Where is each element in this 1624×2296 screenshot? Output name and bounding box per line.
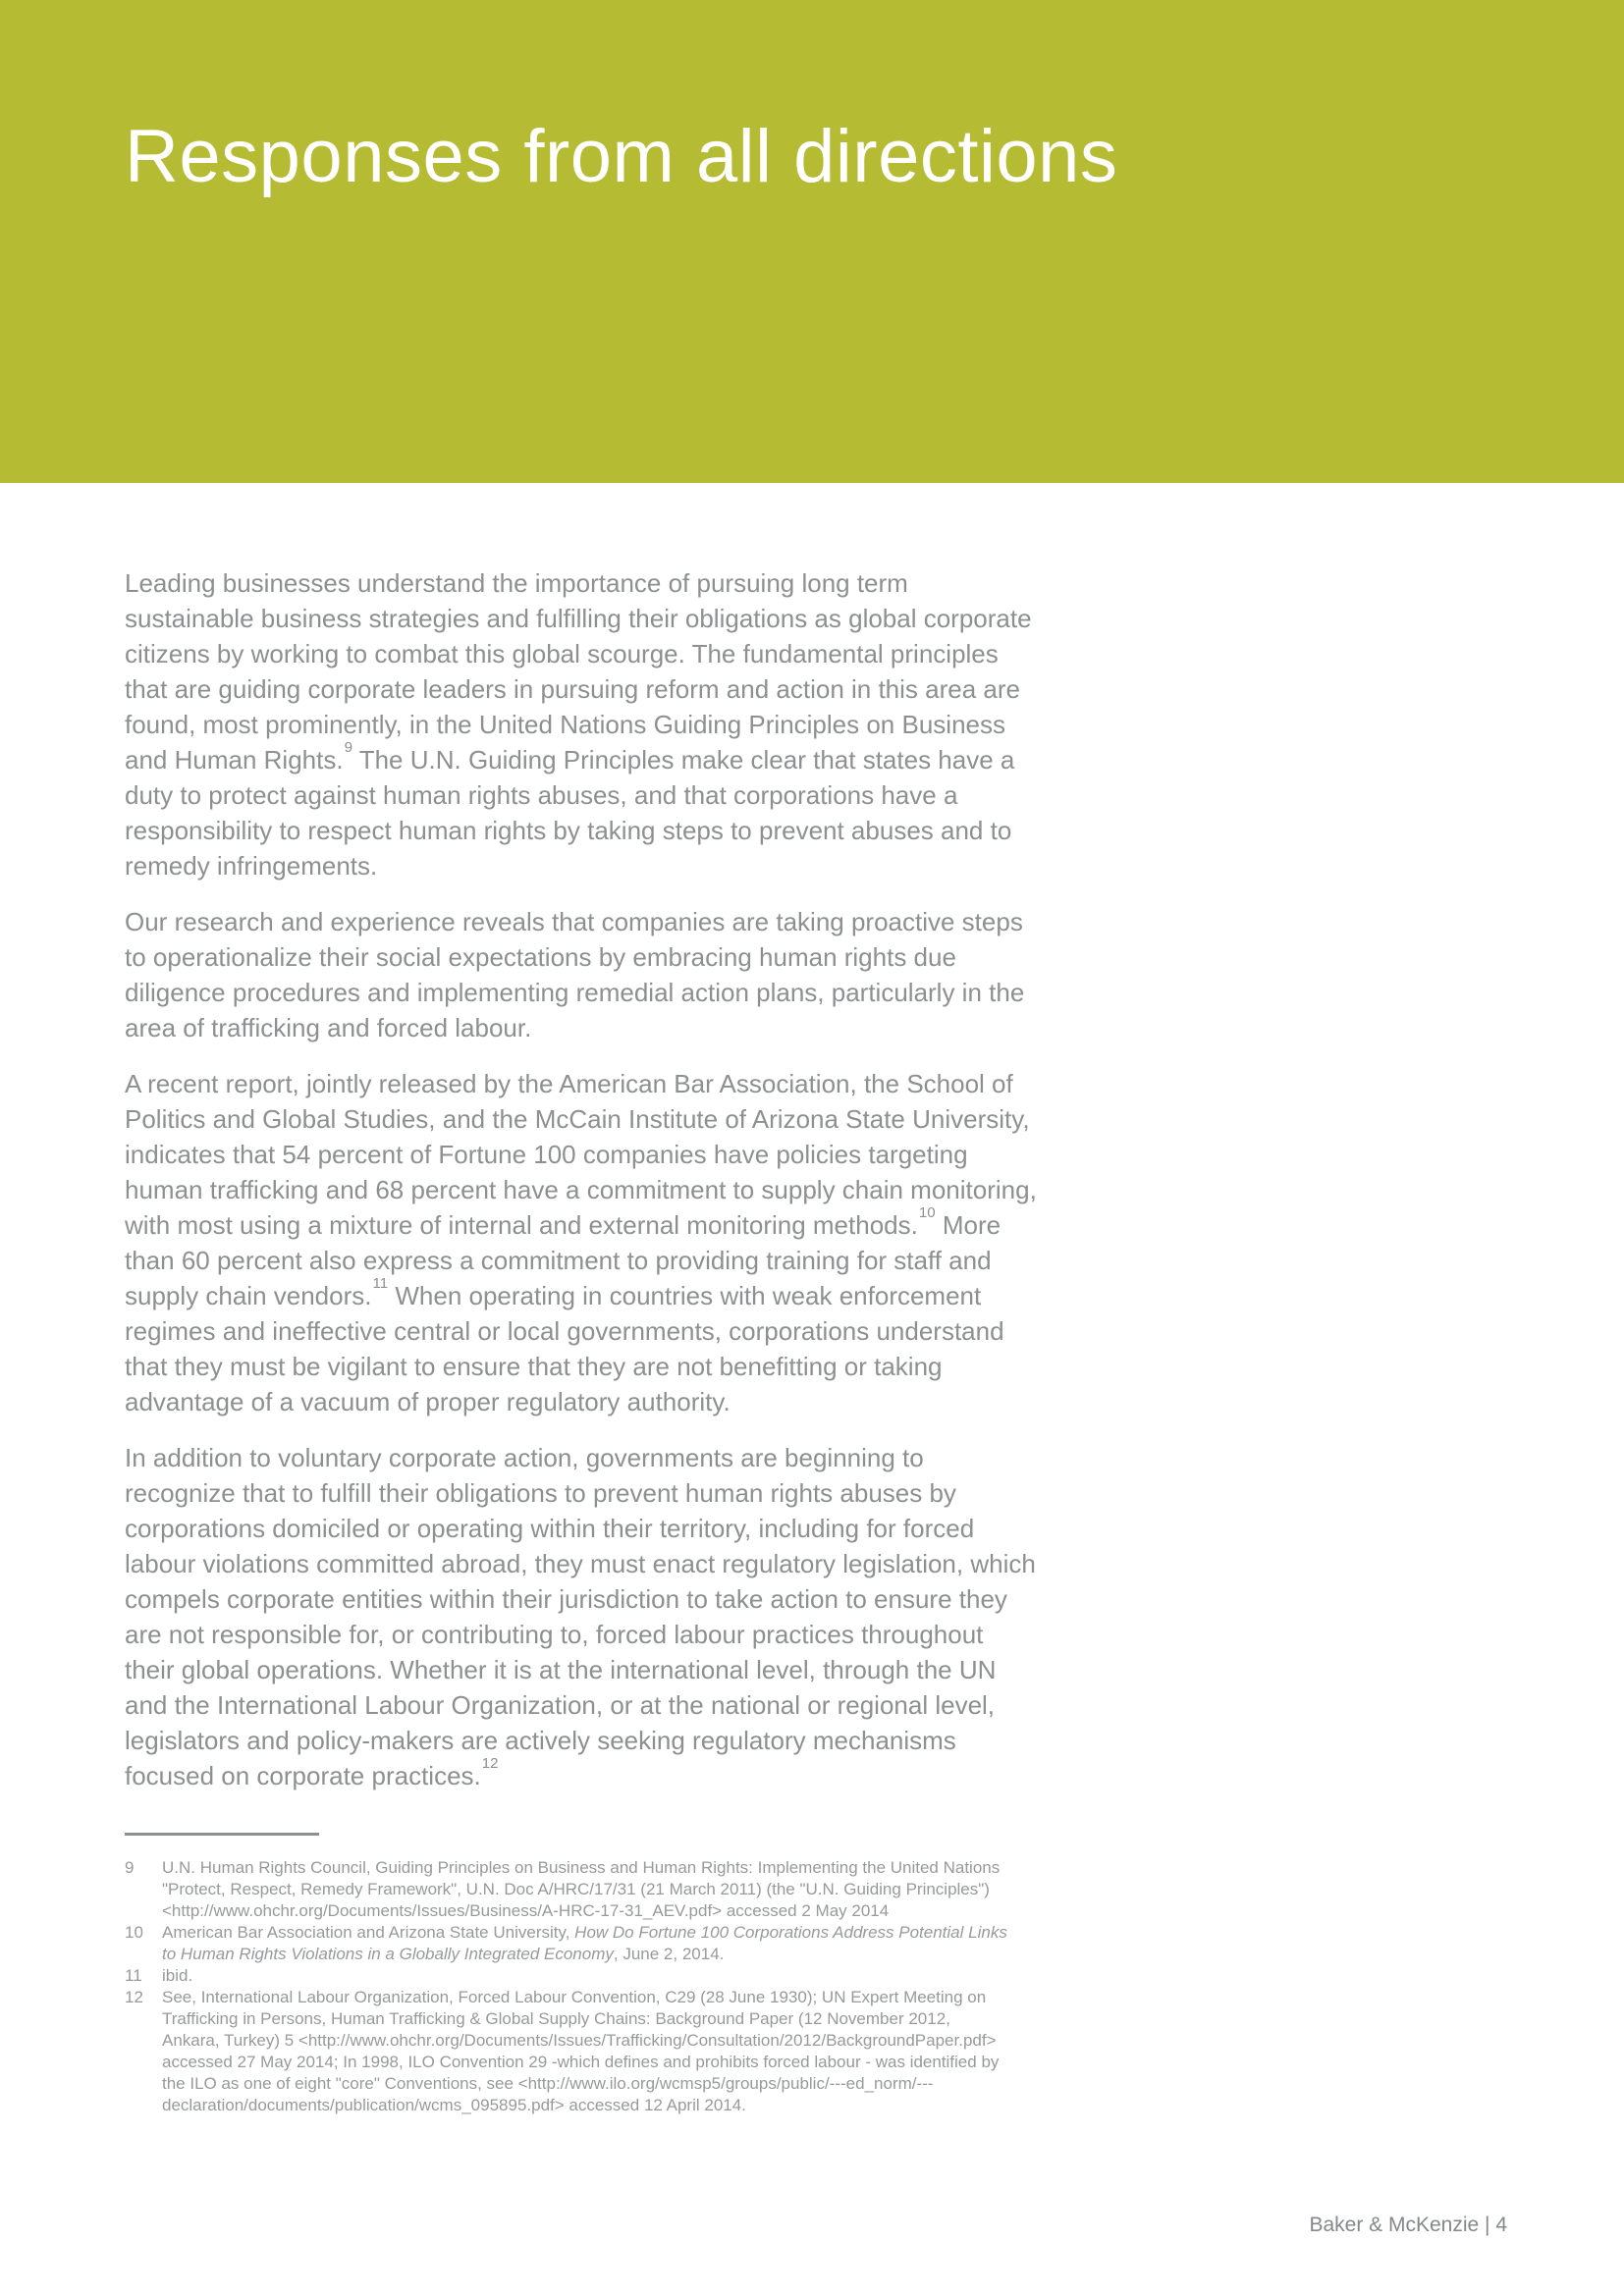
- body-paragraph: Our research and experience reveals that companies are taking proactive steps to operationalize their social expectations by embracing human rights due diligence procedures and implementing remedial action plans, particularly in the area of trafficking and forced labour.: [125, 907, 1025, 1042]
- body-paragraphs: [125, 565, 1038, 1793]
- body-paragraph: A recent report, jointly released by the American Bar Association, the School of Politics and Global Studies, and the McCain Institute of Arizona State University, indicates that 54 percent of Fortune 100 companies have policies targeting human trafficking and 68 percent have a commitment to supply chain monitoring, with most using a mixture of internal and external monitoring methods.$^{10}$ More than 60 percent also express a commitment to providing training for staff and supply chain vendors.$^{11}$ When operating in countries with weak enforcement regimes and ineffective central or local governments, corporations understand that they must be vigilant to ensure that they are not benefitting or taking advantage of a vacuum of proper regulatory authority.: [125, 1069, 1037, 1416]
- page-title: Responses from all directions: [125, 115, 1118, 198]
- footnote-item: [125, 1857, 1038, 1922]
- footnote-reference: 10: [918, 1203, 936, 1221]
- header-banner: [0, 0, 1624, 483]
- footnote-text: U.N. Human Rights Council, Guiding Principles on Business and Human Rights: Implementing the United Nations "Protect, Respect, Remedy Framework", U.N. Doc A/HRC/17/31 (21 March 2011) (the "U.N. Guiding Principles") <http://www.ohchr.org/Documents/Issues/Business/A-HRC-17-31_AEV.pdf> accessed 2 May 2014: [162, 1858, 1001, 1920]
- body-content: [125, 565, 1038, 2116]
- footnote-number: 11: [125, 1966, 142, 1985]
- footnote-item: [125, 1965, 1038, 1987]
- footnote-text: See, International Labour Organization, Forced Labour Convention, C29 (28 June 1930); UN Expert Meeting on Trafficking in Persons, Human Trafficking & Global Supply Chains: Background Paper (12 November 2012, Ankara, Turkey) 5 <http://www.ohchr.org/Documents/Issues/Trafficking/Consultation/2012/BackgroundPaper.pdf> accessed 27 May 2014; In 1998, ILO Convention 29 -which defines and prohibits forced labour - was identified by the ILO as one of eight "core" Conventions, see <http://www.ilo.org/wcmsp5/groups/public/---ed_norm/---declaration/documents/publication/wcms_095895.pdf> accessed 12 April 2014.: [162, 1988, 1000, 2114]
- footnote-reference: 12: [481, 1754, 499, 1772]
- footnotes-list: [125, 1857, 1038, 2116]
- footnote-text: American Bar Association and Arizona State University, How Do Fortune 100 Corporations Address Potential Links to Human Rights Violations in a Globally Integrated Economy, June 2, 2014.: [162, 1923, 1007, 1963]
- footnote-reference: 11: [372, 1274, 389, 1292]
- footnote-divider: [125, 1833, 319, 1836]
- footnote-number: 12: [125, 1988, 143, 2006]
- footnote-text: ibid.: [162, 1966, 193, 1985]
- body-paragraph: In addition to voluntary corporate action, governments are beginning to recognize that to fulfill their obligations to prevent human rights abuses by corporations domiciled or operating within their territory, including for forced labour violations committed abroad, they must enact regulatory legislation, which compels corporate entities within their jurisdiction to take action to ensure they are not responsible for, or contributing to, forced labour practices throughout their global operations. Whether it is at the international level, through the UN and the International Labour Organization, or at the national or regional level, legislators and policy-makers are actively seeking regulatory mechanisms focused on corporate practices.$^{12}$: [125, 1443, 1036, 1790]
- footnote-item: [125, 1922, 1038, 1965]
- footnote-reference: 9: [344, 738, 352, 756]
- body-paragraph: Leading businesses understand the importance of pursuing long term sustainable business strategies and fulfilling their obligations as global corporate citizens by working to combat this global scourge. The fundamental principles that are guiding corporate leaders in pursuing reform and action in this area are found, most prominently, in the United Nations Guiding Principles on Business and Human Rights.$^9$ The U.N. Guiding Principles make clear that states have a duty to protect against human rights abuses, and that corporations have a responsibility to respect human rights by taking steps to prevent abuses and to remedy infringements.: [125, 568, 1032, 881]
- citation-title-italic: How Do Fortune 100 Corporations Address Potential Links to Human Rights Violations in a Globally Integrated Economy: [162, 1923, 1007, 1963]
- page-footer: [1309, 2214, 1507, 2237]
- footnote-number: 9: [125, 1858, 135, 1877]
- footer-text: Baker & McKenzie | 4: [1309, 2214, 1507, 2236]
- footnote-item: [125, 1987, 1038, 2116]
- footnote-number: 10: [125, 1923, 143, 1942]
